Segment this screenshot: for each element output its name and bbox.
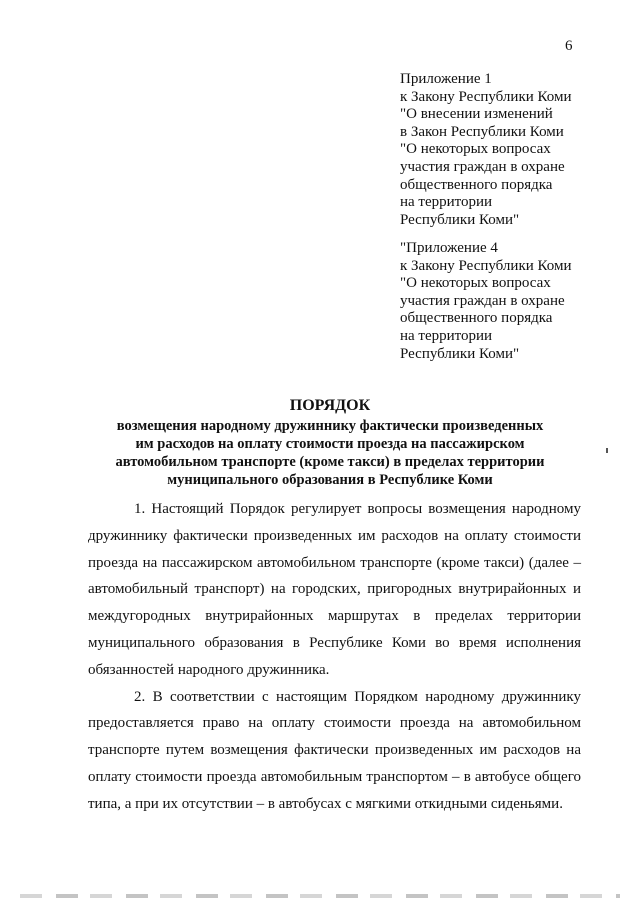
document-title: ПОРЯДОК	[289, 397, 371, 414]
document-body	[88, 496, 581, 818]
document-heading	[60, 397, 600, 489]
appendix-1-header: Приложение 1 к Закону Республики Коми "О внесении изменений в Закон Республики Коми "О некоторых вопросах участия граждан в охране общественного порядка на территории Республики Коми"	[400, 71, 572, 228]
scan-mark	[606, 448, 608, 453]
paragraph-1: 1. Настоящий Порядок регулирует вопросы возмещения народному дружиннику фактически произведенных им расходов на оплату стоимости проезда на пассажирском автомобильном транспорте (кроме такси) (далее – автомобильный транспорт) на городских, пригородных внутрирайонных и междугородных внутрирайонных маршрутах в пределах территории муниципального образования в Республике Коми во время исполнения обязанностей народного дружинника.	[88, 501, 581, 678]
paragraph-2: 2. В соответствии с настоящим Порядком народному дружиннику предоставляется право на оплату стоимости проезда на автомобильном транспорте путем возмещения фактически произведенных им расходов на оплату стоимости проезда автомобильным транспортом – в автобусе общего типа, а при их отсутствии – в автобусах с мягкими откидными сиденьями.	[88, 688, 581, 812]
page-number: 6	[565, 38, 573, 54]
appendix-4-header: "Приложение 4 к Закону Республики Коми "О некоторых вопросах участия граждан в охране общественного порядка на территории Республики Коми"	[400, 240, 572, 362]
document-subtitle: возмещения народному дружиннику фактически произведенных им расходов на оплату стоимости проезда на пассажирском автомобильном транспорте (кроме такси) в пределах территории муниципального образования в Республике Коми	[115, 418, 545, 488]
scan-bottom-edge	[20, 894, 620, 898]
